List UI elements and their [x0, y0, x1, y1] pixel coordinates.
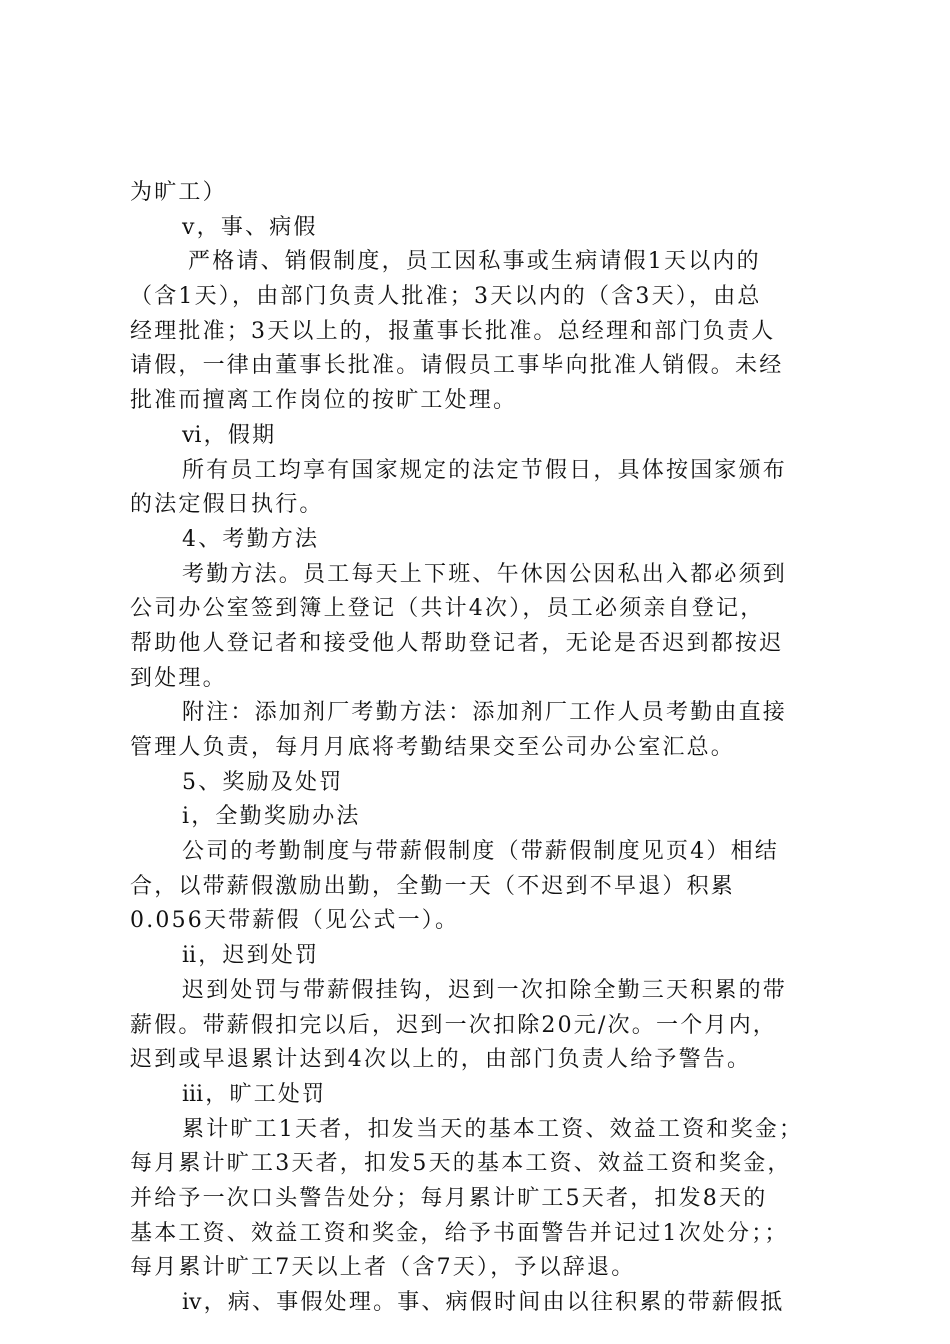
- text-line: 薪假。带薪假扣完以后，迟到一次扣除20元/次。一个月内，: [130, 1012, 778, 1038]
- text-line: 所有员工均享有国家规定的法定节假日，具体按国家颁布: [182, 457, 788, 483]
- text-line: 经理批准；3天以上的，报董事长批准。总经理和部门负责人: [130, 318, 776, 344]
- subsection-heading: ⅲ，旷工处罚: [182, 1081, 327, 1107]
- text-line: 合，以带薪假激励出勤，全勤一天（不迟到不早退）积累: [130, 873, 736, 899]
- text-line: 公司的考勤制度与带薪假制度（带薪假制度见页4）相结: [182, 839, 779, 865]
- text-line: 考勤方法。员工每天上下班、午休因公因私出入都必须到: [182, 561, 788, 587]
- text-line: 批准而擅离工作岗位的按旷工处理。: [130, 388, 518, 414]
- subsection-heading: ⅳ，病、事假处理。事、病假时间由以往积累的带薪假抵: [182, 1290, 785, 1315]
- text-line: 请假，一律由董事长批准。请假员工事毕向批准人销假。未经: [130, 353, 784, 379]
- text-line: 累计旷工1天者，扣发当天的基本工资、效益工资和奖金；: [182, 1116, 804, 1142]
- subsection-heading: ⅵ，假期: [182, 422, 277, 448]
- section-heading: 4、考勤方法: [182, 526, 320, 552]
- text-line: 迟到或早退累计达到4次以上的，由部门负责人给予警告。: [130, 1047, 752, 1073]
- text-line: 每月累计旷工3天者，扣发5天的基本工资、效益工资和奖金，: [130, 1151, 792, 1177]
- text-line: 公司办公室签到簿上登记（共计4次），员工必须亲自登记，: [130, 596, 765, 622]
- text-line: （含1天），由部门负责人批准；3天以内的（含3天），由总: [130, 284, 762, 310]
- section-heading: 5、奖励及处罚: [182, 769, 344, 795]
- text-line: 帮助他人登记者和接受他人帮助登记者，无论是否迟到都按迟: [130, 630, 784, 656]
- text-line: 附注：添加剂厂考勤方法：添加剂厂工作人员考勤由直接: [182, 700, 788, 726]
- text-line: 基本工资、效益工资和奖金，给予书面警告并记过1次处分；；: [130, 1220, 789, 1246]
- text-line: 为旷工）: [130, 180, 227, 205]
- text-line: 到处理。: [130, 665, 227, 691]
- text-line: 管理人负责，每月月底将考勤结果交至公司办公室汇总。: [130, 735, 736, 760]
- text-line: 严格请、销假制度，员工因私事或生病请假1天以内的: [188, 249, 761, 275]
- document-body: [130, 176, 836, 1321]
- text-line: 0.056天带薪假（见公式一）。: [130, 908, 460, 934]
- text-line: 迟到处罚与带薪假挂钩，迟到一次扣除全勤三天积累的带: [182, 977, 788, 1003]
- subsection-heading: ⅰ，全勤奖励办法: [182, 804, 361, 830]
- subsection-heading: ⅴ，事、病假: [182, 214, 318, 240]
- subsection-heading: ⅱ，迟到处罚: [182, 943, 320, 969]
- text-line: 的法定假日执行。: [130, 492, 324, 518]
- text-line: 并给予一次口头警告处分；每月累计旷工5天者，扣发8天的: [130, 1185, 768, 1211]
- text-line: 每月累计旷工7天以上者（含7天），予以辞退。: [130, 1255, 636, 1281]
